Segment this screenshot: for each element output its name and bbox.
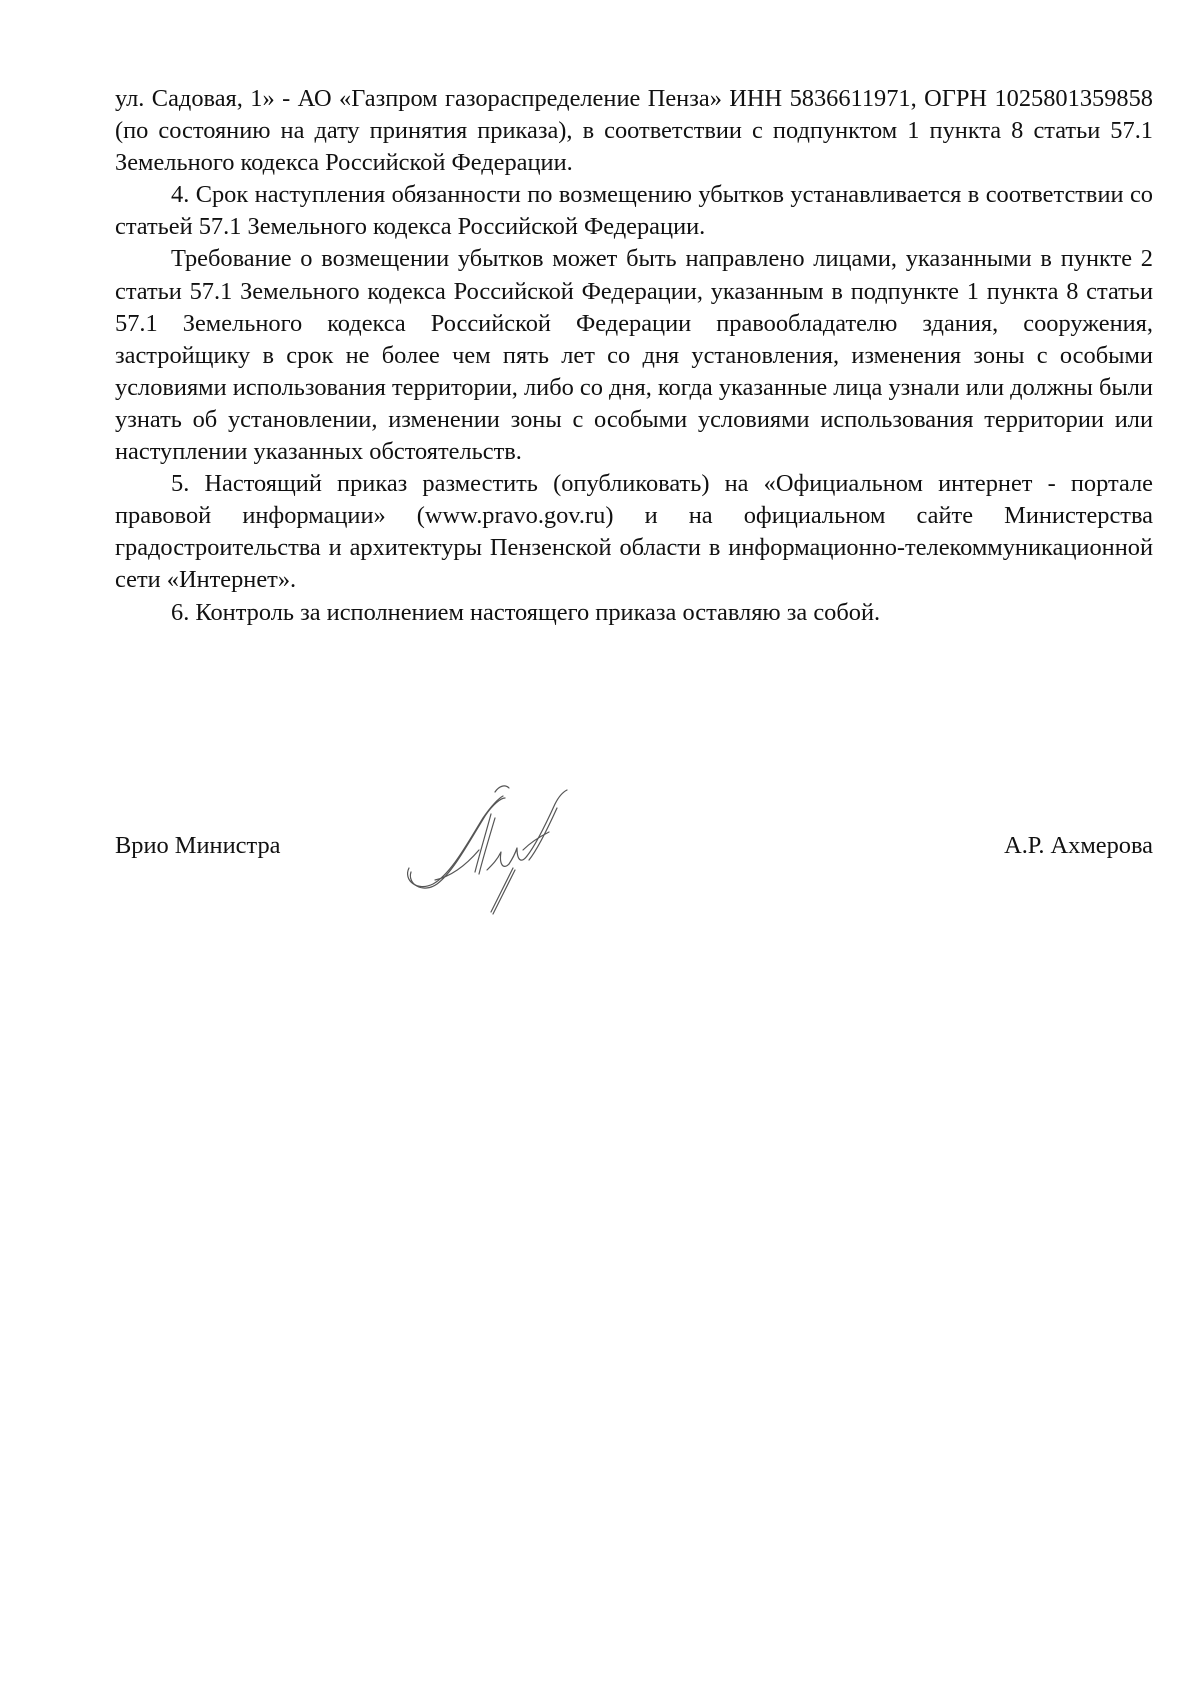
paragraph-continuation: ул. Садовая, 1» - АО «Газпром газораспределение Пенза» ИНН 5836611971, ОГРН 1025801359858 (по состоянию на дату принятия приказа), в соответствии с подпунктом 1 пункта 8 статьи 57.1 Земельного кодекса Российской Федерации.: [115, 85, 1153, 177]
signature-block: [115, 780, 1153, 920]
document-body: [115, 83, 1153, 629]
signatory-name: А.Р. Ахмерова: [1004, 832, 1153, 859]
handwritten-signature-image: [395, 780, 585, 920]
paragraph-item-5: 5. Настоящий приказ разместить (опубликовать) на «Официальном интернет - портале правовой информации» (www.pravo.gov.ru) и на официальном сайте Министерства градостроительства и архитектуры Пензенской области в информационно-телекоммуникационной сети «Интернет».: [115, 470, 1153, 594]
signatory-position: Врио Министра: [115, 832, 281, 859]
paragraph-item-6: 6. Контроль за исполнением настоящего приказа оставляю за собой.: [171, 598, 881, 626]
paragraph-item-4: 4. Срок наступления обязанности по возмещению убытков устанавливается в соответствии со статьей 57.1 Земельного кодекса Российской Федерации.: [115, 181, 1153, 241]
paragraph-requirement: Требование о возмещении убытков может быть направлено лицами, указанными в пункте 2 статьи 57.1 Земельного кодекса Российской Федерации, указанным в подпункте 1 пункта 8 статьи 57.1 Земельного кодекса Российской Федерации правообладателю здания, сооружения, застройщику в срок не более чем пять лет со дня установления, изменения зоны с особыми условиями использования территории, либо со дня, когда указанные лица узнали или должны были узнать об установлении, изменении зоны с особыми условиями использования территории или наступлении указанных обстоятельств.: [115, 245, 1153, 466]
